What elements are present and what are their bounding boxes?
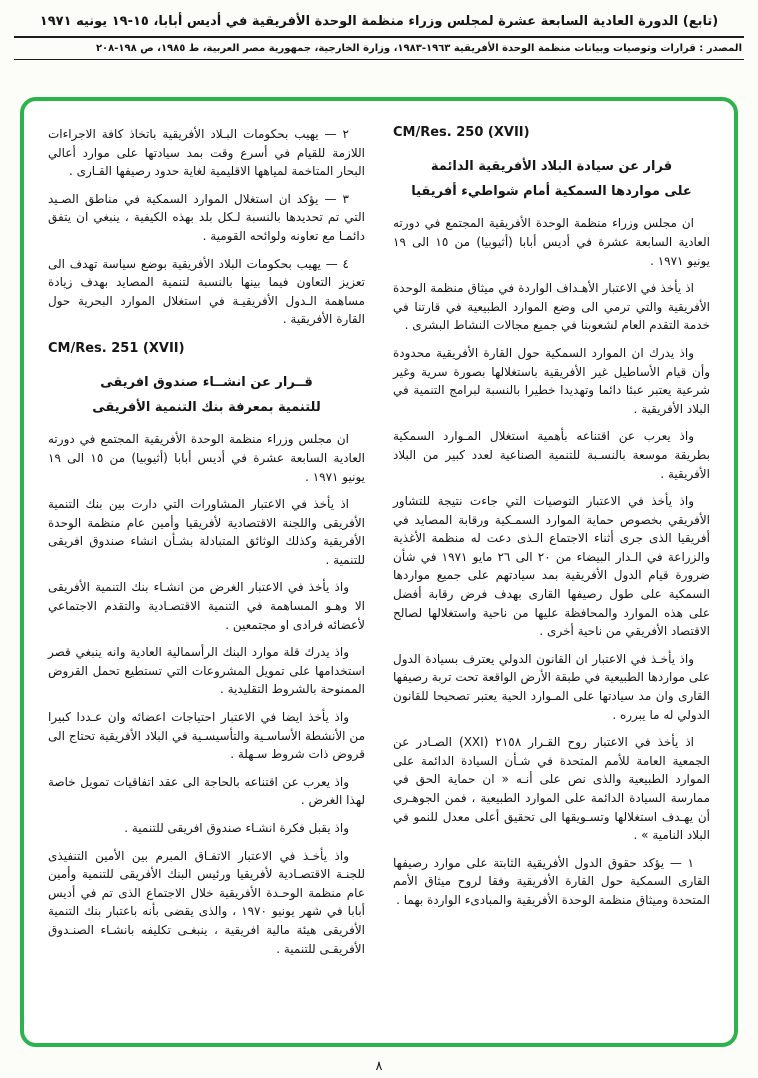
header-divider-bottom: [14, 59, 744, 60]
res250-operative-1: ١ — يؤكد حقوق الدول الأفريقية الثابتة على موارد رصيفها القارى السمكية حول القارة الأفريقية وفقا لروح ميثاق الأمم المتحدة وميثاق منظمة الوحدة الأفريقية والمبادىء الواردة بهما .: [393, 855, 710, 907]
res250-operative-4: ٤ — يهيب بحكومات البلاد الأفريقية بوضع سياسة تهدف الى تعزيز التعاون فيما بينها بالنسبة لتنمية المصايد بهدف زيادة مساهمة الـدول الأفريقيـة في استغلال الموارد البحرية حول القارة الأفريقية .: [48, 256, 365, 327]
res250-paragraph-intro: ان مجلس وزراء منظمة الوحدة الأفريقية المجتمع في دورته العادية السابعة عشرة في أديس أبابا (أثيوبيا) من ١٥ الى ١٩ يونيو ١٩٧١ .: [393, 216, 710, 268]
res250-paragraph-fisheries-limited: واذ يدرك ان الموارد السمكية حول القارة الأفريقية محدودة وأن قيام الأساطيل غير الأفريقية باستغلالها بصورة سرية وغير شرعية يعتبر عبئا دائما وتهديدا خطيرا بالنسبة لبرامج التنمية في البلاد الأفريقية .: [393, 345, 710, 416]
resolution-251-title: [48, 371, 365, 420]
resolution-250-id: CM/Res. 250 (XVII): [393, 125, 530, 140]
res250-paragraph-un-resolution-2158: اذ يأخذ في الاعتبار روح القـرار ٢١٥٨ (XXI) الصـادر عن الجمعية العامة للأمم المتحدة في شـأن السيادة الدائمة على الموارد الطبيعية والذى نص على أنـه « ان حماية الحق في ممارسة السيادة الدائمة على الموارد الطبيعية ، فمن الجوهـرى أن يهـدف استغلالها وتسـويقها الى تحقيق أعلى معدل للنمو في البلاد النامية » .: [393, 735, 710, 843]
header-divider-top: [14, 36, 744, 38]
res250-paragraph-objectives: اذ يأخذ في الاعتبار الأهـداف الواردة في ميثاق منظمة الوحدة الأفريقية والتي ترمي الى وضع الموارد الطبيعية في قارتنا في خدمة التقدم العام لشعوبنا في جميع مجالات النشاط البشرى .: [393, 281, 710, 333]
resolution-250-title: [393, 155, 710, 204]
res251-paragraph-financing-agreements: واذ يعرب عن اقتناعه بالحاجة الى عقد اتفاقيات تمويل خاصة لهذا الغرض .: [48, 774, 365, 808]
column-right-resolution-250: [393, 125, 710, 1025]
resolution-251-id: CM/Res. 251 (XVII): [48, 340, 185, 356]
res251-paragraph-agreement-1970: واذ يأخـذ في الاعتبار الاتفـاق المبرم بين الأمين التنفيذى للجنـة الاقتصـادية لأفريقيا ورئيس البنك الأفريقى للتنمية وأمين عام منظمة الوحـدة الأفريقية خلال الاجتماع الذى تم في أديس أبابا في شهر يونيو ١٩٧٠ ، والذى يقضى بأنه باعتبار بنك التنمية الأفريقى هيئة مالية افريقية ، ينبغـى تكليفه بانشـاء الصنـدوق الأفريقـى للتنمية .: [48, 848, 365, 956]
source-line: المصدر : قرارات وتوصيات وبيانات منظمة الوحدة الأفريقية ١٩٦٣-١٩٨٣، وزارة الخارجية، جمهورية مصر العربية، ط ١٩٨٥، ص ١٩٨-٢٠٨: [95, 43, 742, 54]
page-number: ٨: [375, 1059, 383, 1074]
page-footer: [0, 1055, 758, 1074]
res250-operative-2: ٢ — يهيب بحكومات البـلاد الأفريقية باتخاذ كافة الاجراءات اللازمة للقيام في أسرع وقت بمد سيادتها على موارد أعالي البحار المتاخمة لمياهها الاقليمية لغاية حدود رصيفها القـارى .: [48, 127, 365, 179]
column-left: [48, 125, 365, 1025]
res251-paragraph-consultations: اذ يأخذ في الاعتبار المشاورات التي دارت بين بنك التنمية الأفريقى واللجنة الاقتصادية لأفريقيا وأمين عام منظمة الوحدة الأفريقية وكذلك الوثائق المتبادلة بشـأن انشاء صندوق افريقى للتنمية .: [48, 497, 365, 567]
res251-paragraph-accepts-idea: واذ يقبل فكرة انشـاء صندوق افريقى للتنمية .: [124, 821, 349, 835]
res251-paragraph-intro: ان مجلس وزراء منظمة الوحدة الأفريقية المجتمع في دورته العادية السابعة عشرة في أديس أبابا (أثيوبيا) من ١٥ الى ١٩ يونيو ١٩٧١ .: [48, 432, 365, 484]
session-title: (تابع) الدورة العادية السابعة عشرة لمجلس وزراء منظمة الوحدة الأفريقية في أديس أبابا، ١٥-١٩ يونيه ١٩٧١: [39, 14, 719, 29]
page-header: [0, 0, 758, 60]
res250-paragraph-fao-recommendations: واذ يأخذ في الاعتبار التوصيات التي جاءت نتيجة للتشاور الأفريقي بخصوص حماية الموارد السمـكية ورقابة المصايد في أفريقيا الذى جرى أثناء الاجتماع الـذى دعت له منظمة الأغذية والزراعة في الـدار البيضاء من ٢٠ الى ٢٦ مايو ١٩٧١ في شأن ضرورة قيام الدول الأفريقية بمد سيادتهم على جميع مواردها السمكية على طول رصيفها القارى بهدف فرض رقابة أفضل على هذه الموارد والمحافظة عليها من ناحية واستغلالها لصالح الاقتصاد الأفريقي من ناحية أخرى .: [393, 494, 710, 639]
res251-paragraph-capital-resources: واذ يدرك قلة موارد البنك الرأسمالية العادية وانه ينبغي قصر استخدامها على تمويل المشروعات التي تستطيع تحمل القروض الممنوحة بالشروط التقليدية .: [48, 645, 365, 697]
green-border-content-box: [20, 97, 738, 1047]
resolution-250-title-line2: على مواردها السمكية أمام شواطيء أفريقيا: [411, 183, 692, 199]
resolution-251-title-line2: للتنمية بمعرفة بنك التنمية الأفريقى: [92, 399, 321, 415]
res250-paragraph-international-law: واذ يأخـذ في الاعتبار ان القانون الدولي يعترف بسيادة الدول على مواردها الطبيعية في طبقة الأرض الواقعة تحت تربة رصيفها القارى وان مد سيادتها على المـوارد الحية يعتبر تصحيحا للقانون الدولي له ما يبرره .: [393, 651, 710, 722]
resolution-250-title-line1: قرار عن سيادة البلاد الأفريقية الدائمة: [430, 159, 673, 174]
res251-paragraph-bank-purpose: واذ يأخذ في الاعتبار الغرض من انشـاء بنك التنمية الأفريقى الا وهـو المساهمة في التنمية الاقتصـادية والتقدم الاجتماعي لأعضائه فرادى او مجتمعين .: [48, 580, 365, 632]
res251-paragraph-member-needs: واذ يأخذ ايضا في الاعتبار احتياجات اعضائه وان عـددا كبيرا من الأنشطة الأساسـية والتأسيسـية في البلاد الأفريقية تحتاج الى قروض ذات شروط سـهلة .: [48, 710, 365, 762]
two-column-layout: [48, 125, 710, 1025]
res250-paragraph-industrial-development: واذ يعرب عن اقتناعه بأهمية استغلال المـوارد السمكية بطريقة موسعة بالنسـبة للتنمية الصناعية لعدد كبير من البلاد الأفريقية .: [393, 429, 710, 481]
res250-operative-3: ٣ — يؤكد ان استغلال الموارد السمكية في مناطق الصـيد التي تم تحديدها بالنسبة لـكل بلد بهذه الكيفية ، ينبغي ان يتفق دائمـا مع تعاونه ولوائحه القومية .: [48, 191, 365, 243]
resolution-251-title-line1: قــرار عن انشــاء صندوق افريقى: [100, 374, 313, 390]
